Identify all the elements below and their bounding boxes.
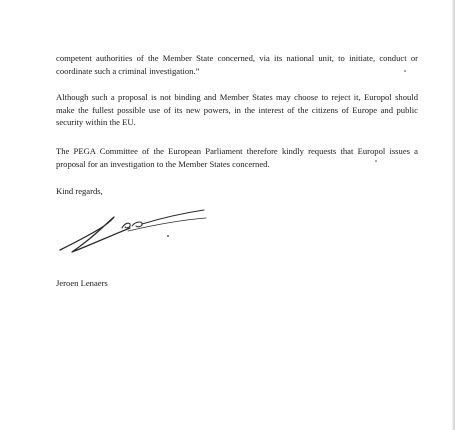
scan-speck	[375, 160, 377, 162]
signature-stroke-underline	[128, 218, 206, 231]
handwritten-signature	[58, 198, 208, 260]
paragraph-2: Although such a proposal is not binding and Member States may choose to reject it, Europol should make the fullest possible use of its new powers, in the interest of the citizens of Europe and public security within the EU.	[56, 92, 418, 128]
signature-stroke-main	[60, 217, 130, 252]
closing-salutation: Kind regards,	[56, 186, 103, 196]
scan-speck	[404, 70, 406, 72]
signature-dot	[167, 235, 169, 237]
signature-stroke-loops	[122, 222, 142, 228]
signature-strokes	[60, 210, 206, 252]
paragraph-3: The PEGA Committee of the European Parliament therefore kindly requests that Europol issues a proposal for an investigation to the Member States concerned.	[56, 146, 418, 169]
signer-name: Jeroen Lenaers	[56, 278, 108, 288]
paragraph-1: competent authorities of the Member State concerned, via its national unit, to initiate, conduct or coordinate such a criminal investigation.”	[56, 53, 418, 76]
